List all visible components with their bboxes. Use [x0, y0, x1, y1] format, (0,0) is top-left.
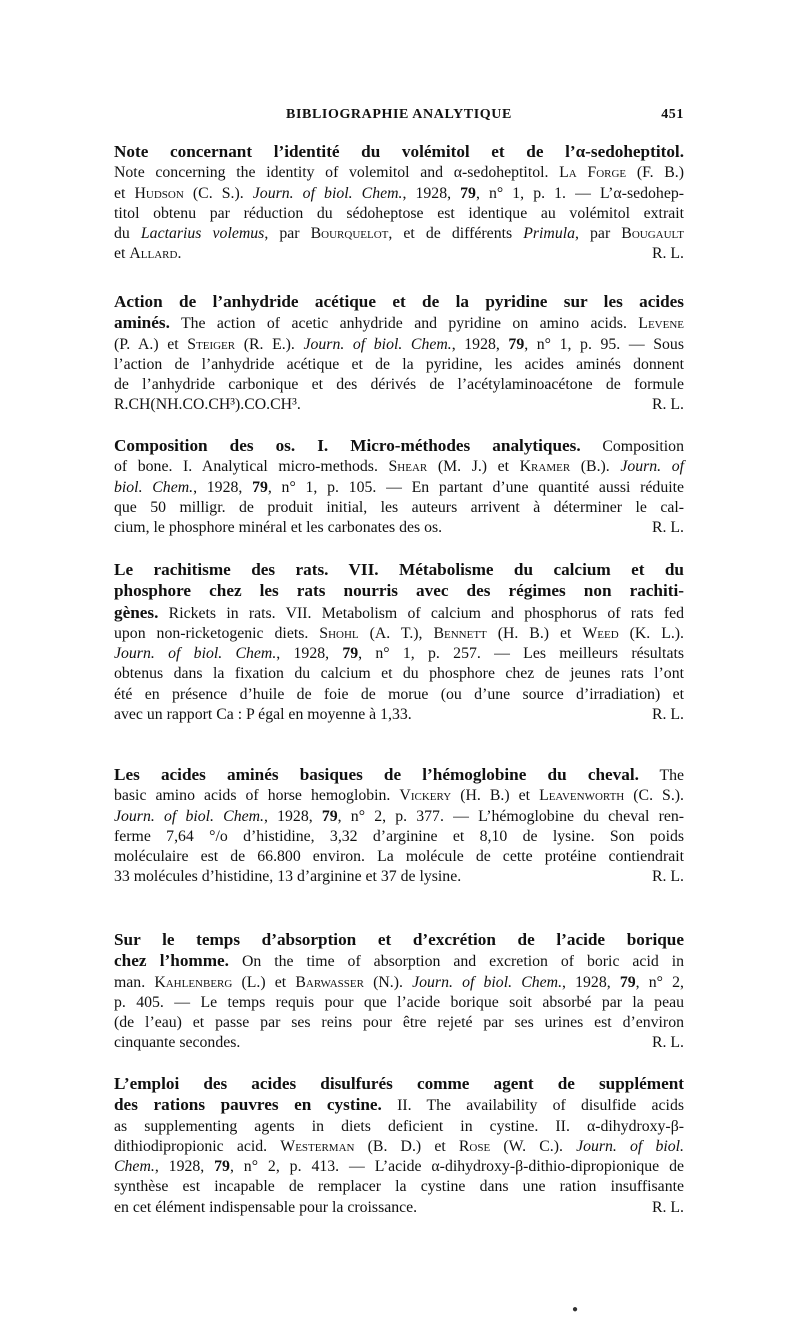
text-run: as supplementing agents in diets deficient in cystine. II. α-dihydroxy-β- [114, 1117, 684, 1135]
text-run: II. The availability of disulfide acids [381, 1097, 684, 1115]
author-signature: R. L. [651, 396, 684, 414]
text-run: 79 [342, 645, 359, 663]
text-run: , n° 2, [635, 973, 684, 991]
text-run: l’action de l’anhydride acétique et de la pyridine, les acides aminés donnent [114, 355, 684, 373]
text-run: (F. B.) [626, 164, 684, 182]
text-run: dithiodipropionic acid. [114, 1137, 281, 1155]
text-line [114, 395, 684, 415]
text-line [114, 184, 684, 204]
text-run: 33 molécules d’histidine, 13 d’arginine et 37 de lysine. [114, 868, 462, 886]
text-line [114, 1198, 684, 1218]
entry-title-run: gènes. [114, 602, 159, 622]
text-line [114, 1177, 684, 1197]
text-line [114, 1033, 684, 1053]
text-run: , 1928, [193, 478, 253, 496]
text-line [114, 1137, 684, 1157]
text-run: Journ. of biol. Chem. [114, 645, 277, 663]
text-run: 79 [321, 807, 338, 825]
text-line [114, 1095, 684, 1116]
text-run: , n° 2, p. 377. — L’hémoglobine du cheval ren- [337, 807, 685, 825]
text-run: (H. B.) et [451, 787, 540, 805]
entry-title-run: Le rachitisme des rats. VII. Métabolisme du calcium et du [114, 560, 684, 579]
text-run: p. 405. — Le temps requis pour que l’acide borique soit absorbé par la peau [114, 993, 684, 1011]
text-run: titol obtenu par réduction du sédoheptose est identique au volémitol extrait [114, 204, 684, 222]
text-run: 79 [252, 478, 268, 496]
text-run: , 1928, [451, 335, 509, 353]
text-run: . [177, 245, 182, 263]
text-line [114, 204, 684, 224]
text-run: On the time of absorption and excretion of boric acid in [228, 953, 684, 971]
abstract-entry-7 [114, 1074, 684, 1218]
text-run: biol. Chem. [114, 478, 194, 496]
text-line [114, 930, 684, 951]
abstract-entry-5 [114, 765, 684, 888]
text-run: , 1928, [154, 1158, 215, 1176]
text-run: Vickery [399, 787, 452, 805]
text-run: (B.). [570, 458, 621, 476]
text-line [114, 457, 684, 477]
text-run: Kramer [519, 458, 571, 476]
entry-title-run: Sur le temps d’absorption et d’excrétion de l’acide borique [114, 930, 684, 949]
text-run: Hudson [134, 184, 184, 202]
text-run: , 1928, [276, 645, 343, 663]
text-line [114, 951, 684, 972]
text-line [114, 1157, 684, 1177]
text-run: Levene [638, 315, 684, 333]
entry-title-run: Note concernant l’identité du volémitol et de l’α-sedoheptitol. [114, 142, 684, 161]
text-line [114, 142, 684, 163]
text-run: 79 [460, 184, 476, 202]
text-run: Bourquelot [310, 225, 389, 243]
text-line [114, 436, 684, 457]
text-run: The action of acetic anhydride and pyridine on amino acids. [169, 315, 639, 333]
text-run: cium, le phosphore minéral et les carbonates des os. [114, 519, 443, 537]
text-run: 79 [508, 335, 525, 353]
text-run: , n° 1, p. 95. — Sous [524, 335, 684, 353]
abstract-entry-1 [114, 142, 684, 265]
text-run: ferme 7,64 °/o d’histidine, 3,32 d’arginine et 8,10 de lysine. Son poids [114, 827, 684, 845]
text-run: (B. D.) et [354, 1137, 459, 1155]
author-signature: R. L. [651, 706, 684, 724]
abstract-entry-6 [114, 930, 684, 1054]
text-run: Kahlenberg [154, 973, 233, 991]
text-run: (M. J.) et [427, 458, 520, 476]
text-line [114, 335, 684, 355]
text-run: of bone. I. Analytical micro-methods. [114, 458, 389, 476]
text-run: (A. T.), [358, 624, 434, 642]
text-run: (K. L.). [618, 624, 685, 642]
text-run: (C. S.). [624, 787, 684, 805]
text-run: , par [264, 225, 311, 243]
text-run: Journ. of biol. Chem. [303, 335, 452, 353]
text-line [114, 313, 684, 334]
text-line [114, 664, 684, 684]
text-run: et [114, 184, 135, 202]
text-line [114, 478, 684, 498]
text-line [114, 224, 684, 244]
text-run: basic amino acids of horse hemoglobin. [114, 787, 400, 805]
author-signature: R. L. [651, 1198, 684, 1216]
text-run: Leavenworth [539, 787, 625, 805]
text-run: , 1928, [562, 973, 620, 991]
text-line [114, 355, 684, 375]
text-run: Weed [582, 624, 619, 642]
text-run: , et de différents [388, 225, 524, 243]
text-line [114, 685, 684, 705]
text-run: , 1928, [402, 184, 461, 202]
abstract-entry-4 [114, 560, 684, 725]
entry-title-run: phosphore chez les rats nourris avec des régimes non rachiti- [114, 581, 684, 601]
text-line [114, 375, 684, 395]
text-line [114, 847, 684, 867]
text-run: (de l’eau) et passe par ses reins pour être rejeté par ses urines est d’environ [114, 1014, 684, 1032]
text-line [114, 603, 684, 624]
text-run: de l’anhydride carbonique et des dérivés de l’acétylaminoacétone de formule [114, 376, 684, 394]
text-run: Shohl [319, 624, 359, 642]
text-run: upon non-ricketogenic diets. [114, 624, 320, 642]
text-line [114, 581, 684, 602]
text-run: Allard [129, 245, 178, 263]
entry-title-run: Les acides aminés basiques de l’hémoglobine du cheval. [114, 765, 639, 784]
text-run: Barwasser [295, 973, 364, 991]
text-run: obtenus dans la fixation du calcium et du phosphore chez de jeunes rats l’ont [114, 665, 684, 683]
text-line [114, 1074, 684, 1095]
text-run: , par [575, 225, 622, 243]
text-run: (N.). [363, 973, 413, 991]
text-run: cinquante secondes. [114, 1034, 241, 1052]
text-line [114, 644, 684, 664]
text-line [114, 624, 684, 644]
text-run: moléculaire est de 66.800 environ. La molécule de cette protéine contiendrait [114, 848, 684, 866]
entry-title-run: aminés. [114, 313, 170, 333]
text-line [114, 786, 684, 806]
text-run: , n° 1, p. 105. — En partant d’une quantité aussi réduite [267, 478, 685, 496]
text-run: (W. C.). [490, 1137, 577, 1155]
text-line [114, 807, 684, 827]
text-line [114, 163, 684, 183]
text-run: Steiger [187, 335, 236, 353]
text-run: (C. S.). [183, 184, 253, 202]
text-line [114, 827, 684, 847]
text-run: Journ. of biol. [576, 1137, 684, 1155]
running-head [114, 107, 684, 123]
text-run: (P. A.) et [114, 335, 188, 353]
text-line [114, 244, 684, 264]
text-run: été en présence d’huile de foie de morue (ou d’une source d’irradiation) et [114, 685, 684, 703]
text-run: du [114, 225, 141, 243]
text-run: Journ. of biol. Chem. [114, 807, 264, 825]
text-line [114, 765, 684, 786]
text-run: (L.) et [232, 973, 296, 991]
text-line [114, 560, 684, 581]
text-run: en cet élément indispensable pour la croissance. [114, 1198, 418, 1216]
text-run: The [638, 767, 684, 784]
text-line [114, 518, 684, 538]
text-run: Rickets in rats. VII. Metabolism of calcium and phosphorus of rats fed [158, 604, 684, 622]
text-run: Rose [458, 1137, 491, 1155]
text-line [114, 867, 684, 887]
text-run: avec un rapport Ca : P égal en moyenne à 1,33. [114, 706, 412, 724]
text-run: 79 [214, 1158, 230, 1176]
text-run: , 1928, [263, 807, 322, 825]
entry-title-run: Composition des os. I. Micro-méthodes analytiques. [114, 436, 581, 455]
text-run: Journ. of biol. Chem. [412, 973, 563, 991]
text-run: que 50 milligr. de produit initial, les auteurs arrivent à déterminer le cal- [114, 498, 684, 516]
text-run: La Forge [559, 164, 627, 182]
author-signature: R. L. [651, 868, 684, 886]
text-run: Composition [580, 438, 684, 455]
entry-title-run: L’emploi des acides disulfurés comme agent de supplément [114, 1074, 684, 1093]
text-run: Journ. of [620, 458, 685, 476]
text-run: Note concerning the identity of volemitol and α-sedoheptitol. [114, 164, 560, 182]
text-run: (R. E.). [235, 335, 304, 353]
author-signature: R. L. [651, 519, 684, 537]
text-run: synthèse est incapable de remplacer la cystine dans une ration insuffisante [114, 1178, 684, 1196]
text-run: Bougault [621, 225, 684, 243]
text-run: Journ. of biol. Chem. [252, 184, 403, 202]
entry-title-run: chez l’homme. [114, 951, 229, 971]
text-line [114, 1117, 684, 1137]
text-line [114, 973, 684, 993]
entry-title-run: Action de l’anhydride acétique et de la pyridine sur les acides [114, 292, 684, 311]
text-run: , n° 2, p. 413. — L’acide α-dihydroxy-β-dithio-dipropionique de [229, 1158, 685, 1176]
text-line [114, 705, 684, 725]
text-run: Bennett [433, 624, 487, 642]
text-run: , n° 1, p. 257. — Les meilleurs résultats [358, 645, 684, 663]
page-number: 451 [661, 107, 684, 122]
text-run: (H. B.) et [486, 624, 583, 642]
text-run: Primula [523, 225, 575, 243]
text-line [114, 993, 684, 1013]
text-run: Chem. [114, 1158, 155, 1176]
abstract-entry-3 [114, 436, 684, 538]
text-line [114, 292, 684, 313]
text-run: 79 [619, 973, 636, 991]
text-run: et [114, 245, 130, 263]
text-run: Shear [388, 458, 428, 476]
running-head-title: BIBLIOGRAPHIE ANALYTIQUE [286, 107, 512, 122]
printer-mark: ● [572, 1304, 579, 1315]
text-line [114, 1013, 684, 1033]
text-run: Westerman [280, 1137, 355, 1155]
text-run: Lactarius volemus [140, 225, 265, 243]
author-signature: R. L. [651, 245, 684, 263]
author-signature: R. L. [651, 1034, 684, 1052]
text-run: man. [114, 973, 155, 991]
text-run: , n° 1, p. 1. — L’α-sedohep- [475, 184, 684, 202]
text-line [114, 498, 684, 518]
abstract-entry-2 [114, 292, 684, 416]
text-run: R.CH(NH.CO.CH³).CO.CH³. [114, 396, 301, 414]
entry-title-run: des rations pauvres en cystine. [114, 1095, 382, 1115]
